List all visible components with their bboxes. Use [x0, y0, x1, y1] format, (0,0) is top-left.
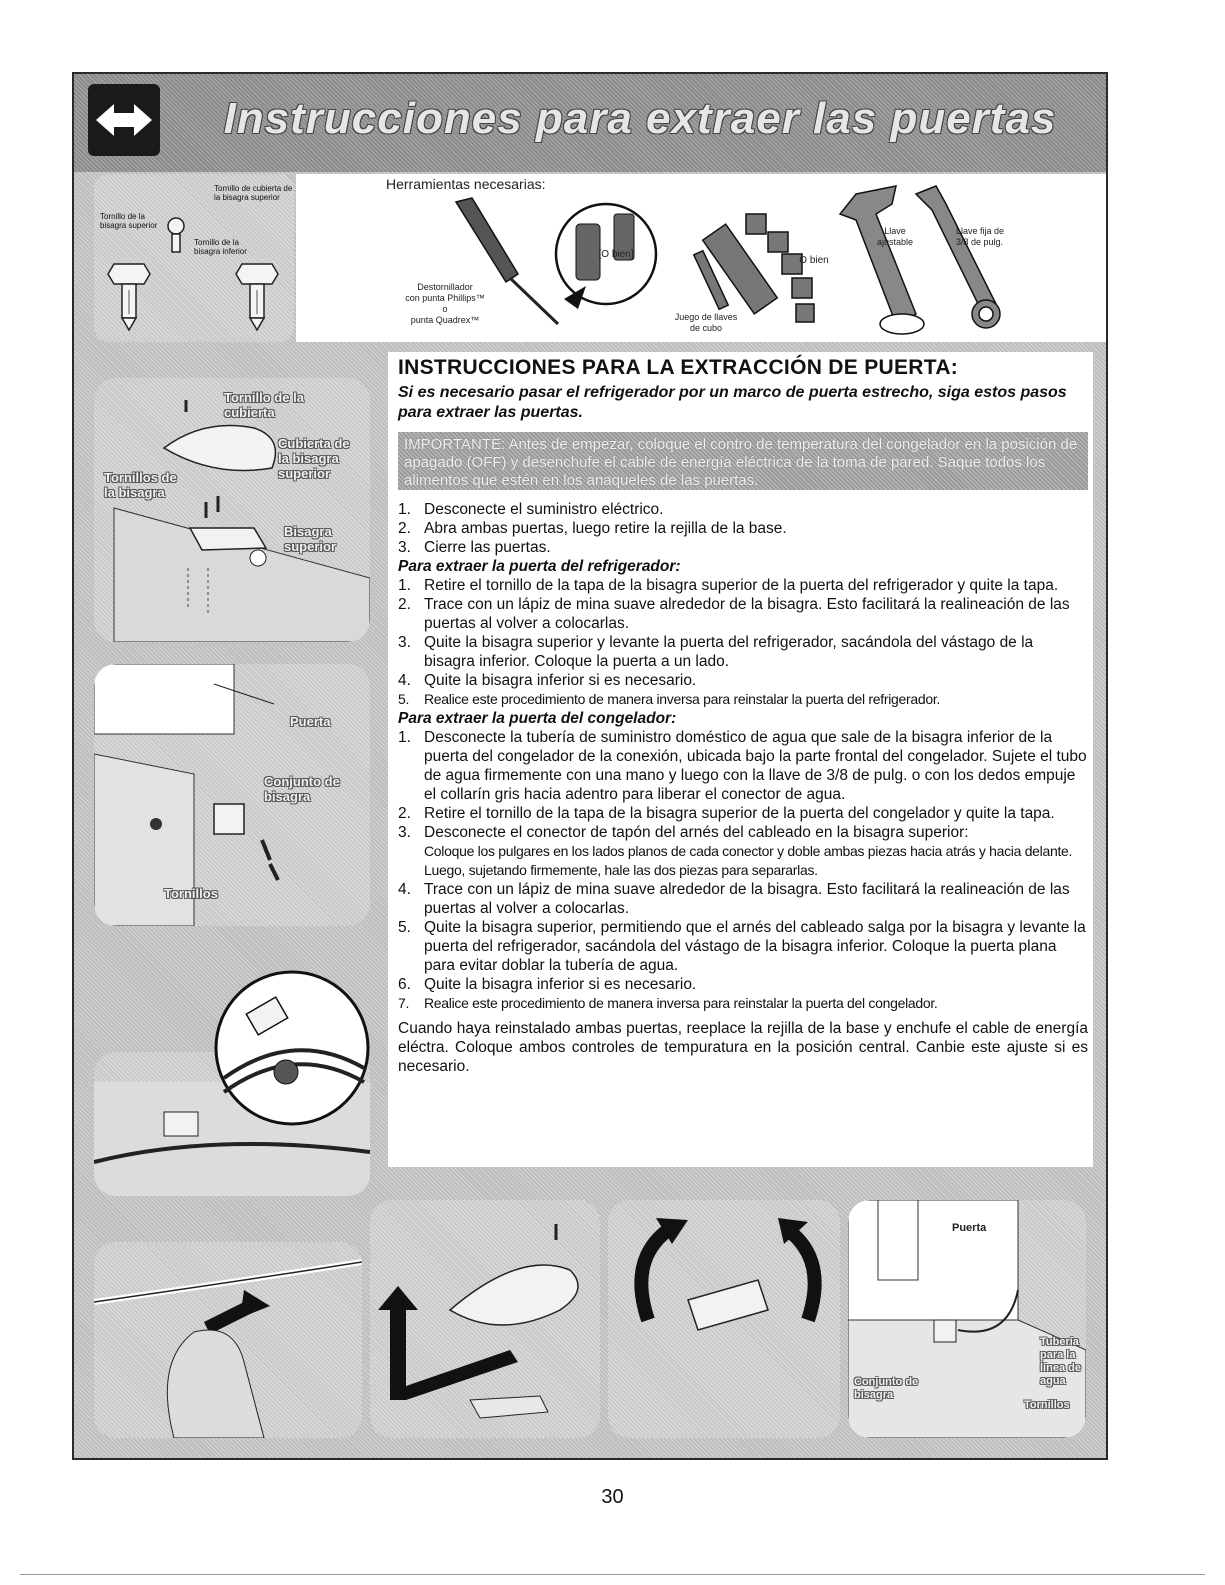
freezer-step: 5. Quite la bisagra superior, permitiendo que el arnés del cableado salga por la bisagra y levante la puerta del refrigerador, sacándola del vástago de la bisagra inferior. Coloque la puerta plana para evitar doblar la tubería de agua. [398, 919, 1086, 974]
important-notice [398, 432, 1088, 490]
label-cover-screw: Tornillo de la cubierta [224, 390, 304, 420]
instructions-heading: INSTRUCCIONES PARA LA EXTRACCIÓN DE PUERTA: [398, 356, 959, 379]
water-line-disconnect-illustration [94, 1242, 362, 1438]
fridge-step: 1. Retire el tornillo de la tapa de la bisagra superior de la puerta del refrigerador y quite la tapa. [398, 577, 1059, 594]
general-step: 1. Desconecte el suministro eléctrico. [398, 501, 664, 518]
screwdriver-label-2: con punta Phillips™ [405, 293, 485, 303]
freezer-section-title: Para extraer la puerta del congelador: [398, 710, 677, 727]
label-freezer-door: Puerta [952, 1222, 987, 1234]
label-hinge-cover: Cubierta de la bisagra superior [278, 436, 350, 481]
double-arrow-icon [88, 84, 160, 156]
steps-list [398, 500, 1088, 1076]
fridge-step: 4. Quite la bisagra inferior si es necesario. [398, 672, 697, 689]
door-hinge-illustration [94, 664, 370, 926]
adjustable-wrench-label-2: ajustable [876, 237, 914, 247]
fixed-wrench-icon [916, 186, 1000, 328]
label-freezer-hinge-assembly: Conjunto de bisagra [854, 1376, 919, 1401]
adjustable-wrench-label-1: Llave [884, 226, 906, 236]
hardware-panel [94, 174, 294, 342]
screwdriver-label-4: punta Quadrex™ [410, 315, 480, 325]
socket-set-label-1: Juego de llaves [674, 312, 738, 322]
screwdriver-label-3: o [442, 304, 448, 314]
fixed-wrench-label-2: 3/8 de pulg. [956, 237, 1004, 247]
instructions-section [388, 352, 1093, 1167]
hinge-lift-illustration [608, 1200, 840, 1438]
general-step: 2. Abra ambas puertas, luego retire la rejilla de la base. [398, 520, 787, 537]
fixed-wrench-label-1: Llave fija de [956, 226, 1005, 236]
hardware-label-bottom-hinge-screw: Tornillo de la bisagra inferior [194, 238, 247, 256]
hinge-cover-illustration [94, 378, 370, 642]
wrench-alternative-label: O bien [799, 255, 829, 266]
hardware-label-top-hinge-screw: Tornillo de la bisagra superior [100, 212, 158, 230]
page-title: Instrucciones para extraer las puertas [223, 94, 1057, 143]
adjustable-wrench-icon [840, 186, 924, 334]
freezer-step: 2. Retire el tornillo de la tapa de la bisagra superior de la puerta del congelador y quite la tapa. [398, 805, 1055, 822]
important-label: IMPORTANTE: [404, 436, 506, 453]
socket-set-icon [694, 214, 814, 322]
bit-alternative-label: [O bien] [598, 249, 634, 260]
hardware-label-cover-screw: Tornillo de cubierta de la bisagra superior [214, 184, 293, 202]
fridge-step: 2. Trace con un lápiz de mina suave alrededor de la bisagra. Esto facilitará la realineación de las puertas al volver a colocarlas. [398, 596, 1070, 632]
label-hinge-screws: Tornillos de la bisagra [104, 470, 177, 500]
socket-set-label-2: de cubo [689, 323, 723, 333]
tools-heading: Herramientas necesarias: [386, 176, 546, 192]
screwdriver-label-1: Destornillador [417, 282, 473, 292]
page-number: 30 [601, 1486, 624, 1508]
label-freezer-screws: Tornillos [1024, 1399, 1070, 1411]
hinge-cover-removal-illustration [370, 1200, 600, 1438]
closing-paragraph: Cuando haya reinstalado ambas puertas, reeplace la rejilla de la base y enchufe el cable de energía eléctra. Coloque ambos controles de tempuratura en la posición central. Canbie este ajuste si es necesario. [398, 1020, 1088, 1075]
important-text: Antes de empezar, coloque el contro de temperatura del congelador en la posición de apagado (OFF) y desenchufe el cable de energía eléctrica de la toma de pared. Saque todos los alimentos que estén en los anaqueles de las puertas. [404, 436, 1078, 489]
freezer-step: 6. Quite la bisagra inferior si es necesario. [398, 976, 697, 993]
freezer-step: 3. Desconecte el conector de tapón del arnés del cableado en la bisagra superior: [398, 824, 969, 841]
fridge-step: 3. Quite la bisagra superior y levante la puerta del refrigerador, sacándola del vástago de la bisagra inferior. Coloque la puerta a un lado. [398, 634, 1034, 670]
label-hinge-assembly: Conjunto de bisagra [264, 774, 340, 804]
bottom-divider [20, 1574, 1205, 1575]
freezer-step: 4. Trace con un lápiz de mina suave alrededor de la bisagra. Esto facilitará la realineación de las puertas al volver a colocarlas. [398, 881, 1070, 917]
freezer-step: 1. Desconecte la tubería de suministro doméstico de agua que sale de la bisagra inferior de la puerta del congelador de la conexión, ubicada bajo la parte frontal del congelador. Sujete el tubo de agua firmemente con una mano y luego con la llave de 3/8 de pulg. o con los dedos empuje el collarín gris hacia adentro para liberar el conector de agua. [398, 729, 1087, 803]
freezer-hinge-illustration [848, 1200, 1086, 1438]
general-step: 3. Cierre las puertas. [398, 539, 551, 556]
tools-area [296, 174, 1106, 342]
instructions-subheading: Si es necesario pasar el refrigerador por un marco de puerta estrecho, siga estos pasos para extraer las puertas. [398, 384, 1067, 421]
freezer-step: Coloque los pulgares en los lados planos de cada conector y doble ambas piezas hacia atrás y hacia delante. Luego, sujetando firmemente, hale las dos piezas para separarlas. [424, 843, 1073, 878]
fridge-section-title: Para extraer la puerta del refrigerador: [398, 558, 681, 575]
label-door: Puerta [290, 714, 331, 729]
label-water-line: Tubería para la línea de agua [1040, 1336, 1081, 1387]
freezer-step: 7. Realice este procedimiento de manera inversa para reinstalar la puerta del congelador. [398, 995, 938, 1011]
magnifier-icon [194, 968, 390, 1128]
label-top-hinge: Bisagra superior [284, 524, 337, 554]
label-screws: Tornillos [164, 886, 218, 901]
fridge-step: 5. Realice este procedimiento de manera inversa para reinstalar la puerta del refrigerador. [398, 691, 941, 707]
